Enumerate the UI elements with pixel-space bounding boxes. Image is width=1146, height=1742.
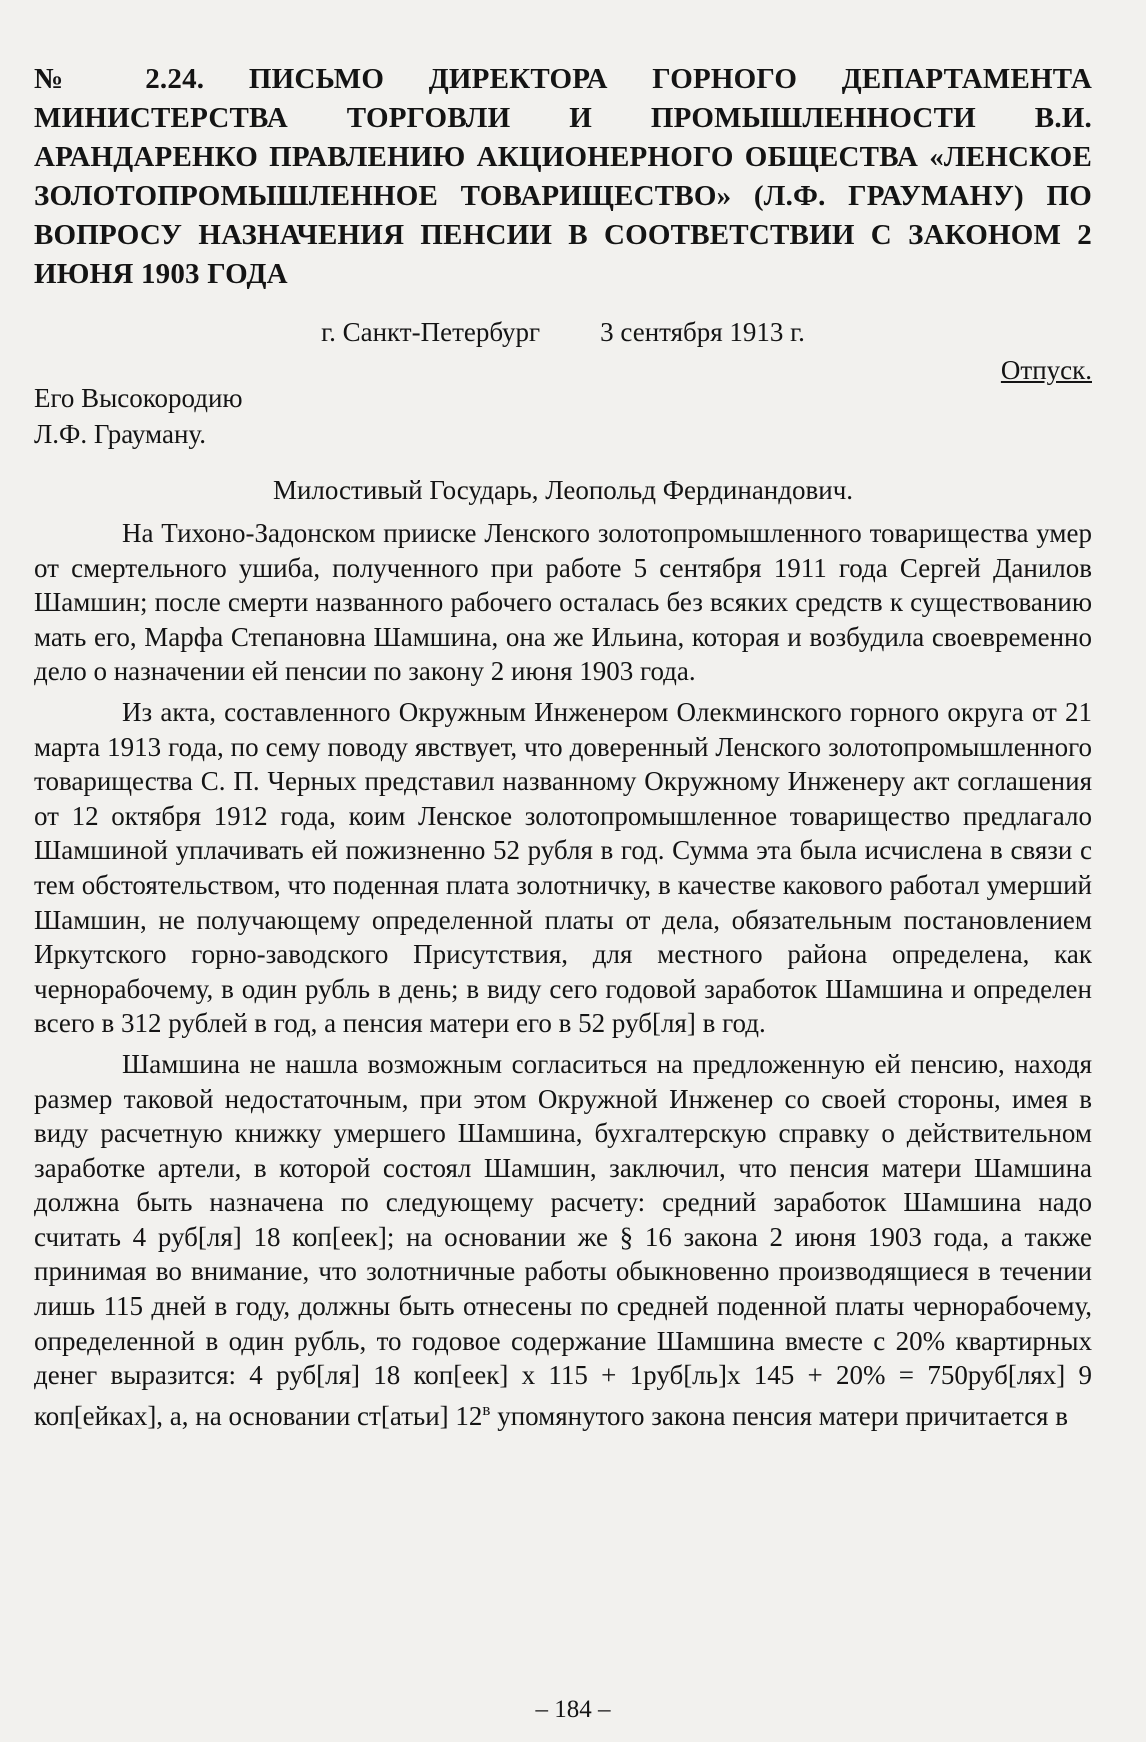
- place-date-line: [34, 314, 1092, 350]
- addressee-line-1: Его Высокородию: [34, 383, 243, 413]
- letter-body: [34, 516, 1092, 1433]
- article-superscript: в: [482, 1399, 491, 1419]
- paragraph-3: [34, 1047, 1092, 1434]
- greeting: Милостивый Государь, Леопольд Фердинандович.: [272, 475, 854, 505]
- date: 3 сентября 1913 г.: [600, 317, 805, 347]
- paragraph-3-text: Шамшина не нашла возможным согласиться на предложенную ей пенсию, находя размер таковой недостаточным, при этом Окружной Инженер со своей стороны, имея в виду расчетную книжку умершего Шамшина, бухгалтерскую справку о действительном заработке артели, в которой состоял Шамшин, заключил, что пенсия матери Шамшина должна быть назначена по следующему расчету: средний заработок Шамшина надо считать 4 руб[ля] 18 коп[еек]; на основании же § 16 закона 2 июня 1903 года, а также принимая во внимание, что золотничные работы обыкновенно производящиеся в течении лишь 115 дней в году, должны быть отнесены по средней поденной платы чернорабочему, определенной в один рубль, то годовое содержание Шамшина вместе с 20% квартирных денег выразится: 4 руб[ля] 18 коп[еек] х 115 + 1руб[ль]х 145 + 20% = 750руб[лях] 9 коп[ейках], а, на основании ст[атьи] 12: [34, 1048, 1092, 1431]
- addressee-block: [34, 380, 1092, 452]
- copy-mark: Отпуск.: [1000, 355, 1092, 385]
- paragraph-1: На Тихоно-Задонском прииске Ленского золотопромышленного товарищества умер от смертельного ушиба, полученного при работе 5 сентября 1911 года Сергей Данилов Шамшин; после смерти названного рабочего осталась без всяких средств к существованию мать его, Марфа Степановна Шамшина, она же Ильина, которая и возбудила своевременно дело о назначении ей пенсии по закону 2 июня 1903 года.: [34, 518, 1092, 687]
- place: г. Санкт-Петербург: [321, 317, 541, 347]
- addressee-line-2: Л.Ф. Грауману.: [34, 419, 206, 449]
- paragraph-3-end: упомянутого закона пенсия матери причитается в: [490, 1400, 1068, 1431]
- page-number: – 184 –: [535, 1696, 611, 1723]
- paragraph-2: Из акта, составленного Окружным Инженером Олекминского горного округа от 21 марта 1913 года, по сему поводу явствует, что доверенный Ленского золотопромышленного товарищества С. П. Черных представил названному Окружному Инженеру акт соглашения от 12 октября 1912 года, коим Ленское золотопромышленное товарищество предлагало Шамшиной уплачивать ей пожизненно 52 рубля в год. Сумма эта была исчислена в связи с тем обстоятельством, что поденная плата золотничку, в качестве какового работал умерший Шамшин, не получающему определенной платы от дела, обязательным постановлением Иркутского горно-заводского Присутствия, для местного района определена, как чернорабочему, в один рубль в день; в виду сего годовой заработок Шамшина и определен всего в 312 рублей в год, а пенсия матери его в 52 руб[ля] в год.: [34, 696, 1092, 1039]
- document-heading: № 2.24. ПИСЬМО ДИРЕКТОРА ГОРНОГО ДЕПАРТАМЕНТА МИНИСТЕРСТВА ТОРГОВЛИ И ПРОМЫШЛЕННОСТИ В.И. АРАНДАРЕНКО ПРАВЛЕНИЮ АКЦИОНЕРНОГО ОБЩЕСТВА «ЛЕНСКОЕ ЗОЛОТОПРОМЫШЛЕННОЕ ТОВАРИЩЕСТВО» (Л.Ф. ГРАУМАНУ) ПО ВОПРОСУ НАЗНАЧЕНИЯ ПЕНСИИ В СООТВЕТСТВИИ С ЗАКОНОМ 2 ИЮНЯ 1903 ГОДА: [34, 63, 1092, 290]
